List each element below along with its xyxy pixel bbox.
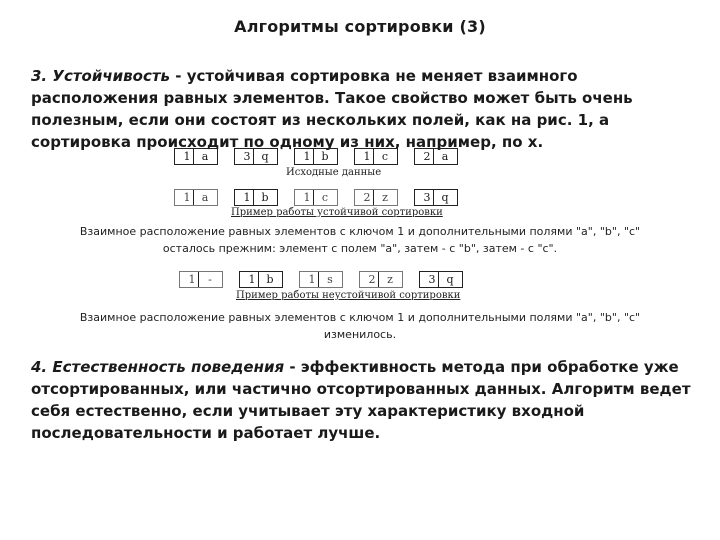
record-cell: 2 z: [354, 189, 398, 206]
record-cell: 1 s: [299, 271, 343, 288]
slide-title: Алгоритмы сортировки (3): [234, 17, 486, 36]
record-cell: 2 z: [359, 271, 403, 288]
item-number: 4.: [31, 358, 48, 376]
term-stability: Устойчивость: [52, 67, 171, 85]
item-number: 3.: [31, 67, 48, 85]
record-cell: 1 a: [174, 189, 218, 206]
record-cell: 3 q: [234, 148, 278, 165]
record-cell: 1 b: [294, 148, 338, 165]
unstable-sort-note: Взаимное расположение равных элементов с ключом 1 и дополнительными полями "a", "b", "c" изменилось.: [79, 311, 641, 341]
figure-caption: Пример работы неустойчивой сортировки: [236, 290, 461, 301]
paragraph-stability: [31, 65, 696, 153]
paragraph-text: - эффективность метода при обработке уже отсортированных, или частично отсортированных данных. Алгоритм ведет себя естественно, если учитывает эту характеристику входной последовательности и работает лучше.: [31, 358, 691, 442]
paragraph-natural-behavior: [31, 356, 696, 444]
record-cell: 1 c: [294, 189, 338, 206]
record-cell: 3 q: [419, 271, 463, 288]
term-natural-behavior: Естественность поведения: [52, 358, 285, 376]
figure-caption: Исходные данные: [286, 167, 382, 178]
record-cell: 1 a: [174, 148, 218, 165]
paragraph-text: - устойчивая сортировка не меняет взаимного расположения равных элементов. Такое свойство может быть очень полезным, если они состоят из нескольких полей, как на рис. 1, а сортировка происходит по одному из них, например, по x.: [31, 67, 633, 151]
record-cell: 1 -: [179, 271, 223, 288]
record-cell: 2 a: [414, 148, 458, 165]
figure-caption: Пример работы устойчивой сортировки: [231, 207, 443, 218]
record-cell: 3 q: [414, 189, 458, 206]
record-cell: 1 b: [234, 189, 278, 206]
record-cell: 1 c: [354, 148, 398, 165]
stable-sort-note: Взаимное расположение равных элементов с ключом 1 и дополнительными полями "a", "b", "c" осталось прежним: элемент с полем "a", затем - с "b", затем - с "c".: [79, 225, 641, 255]
record-cell: 1 b: [239, 271, 283, 288]
